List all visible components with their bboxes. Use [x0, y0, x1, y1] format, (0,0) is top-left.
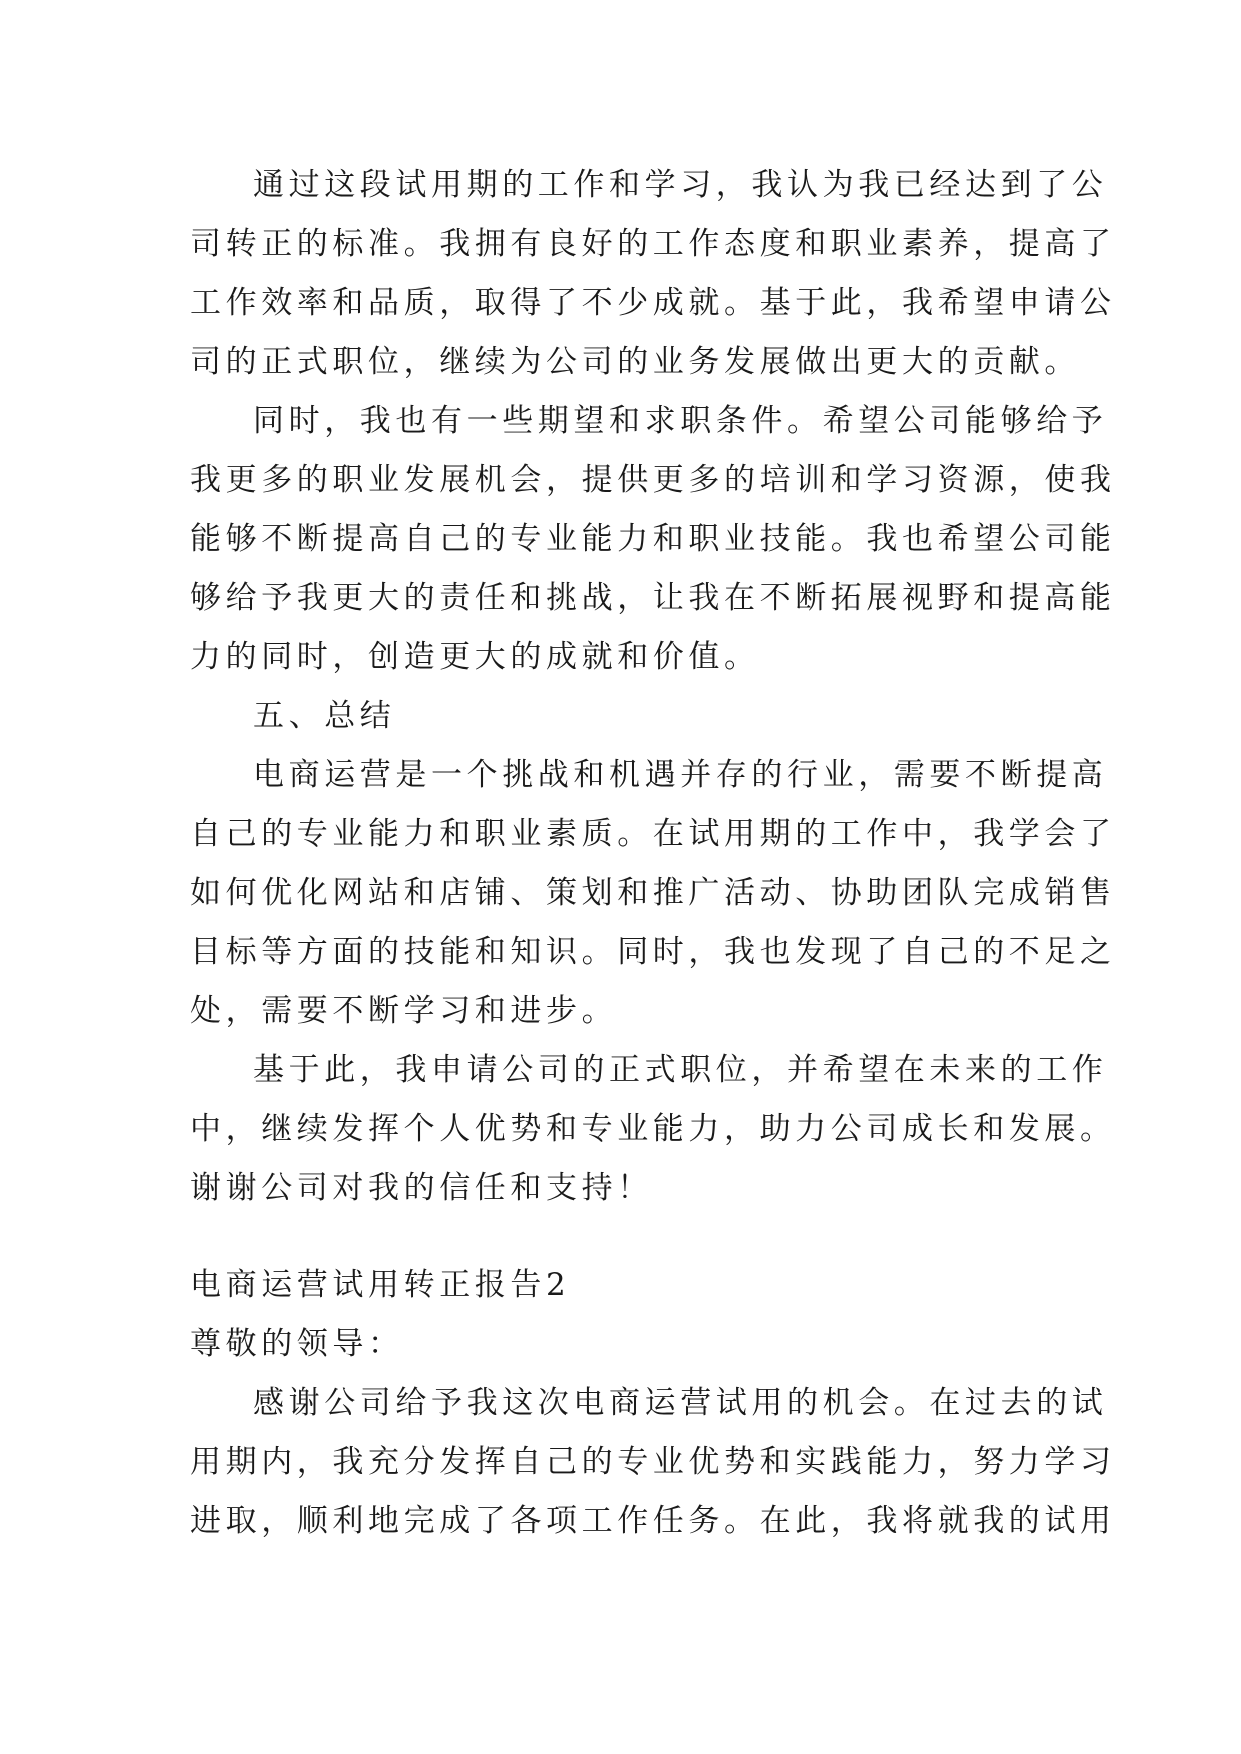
- paragraph-line: 谢谢公司对我的信任和支持！: [190, 1170, 653, 1206]
- paragraph-line: 感谢公司给予我这次电商运营试用的机会。在过去的试: [253, 1385, 1108, 1421]
- paragraph-line: 通过这段试用期的工作和学习，我认为我已经达到了公: [253, 167, 1108, 203]
- paragraph-line: 力的同时，创造更大的成就和价值。: [190, 639, 760, 675]
- paragraph-line: 如何优化网站和店铺、策划和推广活动、协助团队完成销售: [190, 875, 1116, 911]
- paragraph-line: 处，需要不断学习和进步。: [190, 993, 618, 1029]
- paragraph-line: 目标等方面的技能和知识。同时，我也发现了自己的不足之: [190, 934, 1116, 970]
- salutation: 尊敬的领导：: [190, 1326, 404, 1362]
- paragraph-line: 同时，我也有一些期望和求职条件。希望公司能够给予: [253, 403, 1108, 439]
- paragraph-line: 工作效率和品质，取得了不少成就。基于此，我希望申请公: [190, 285, 1116, 321]
- paragraph-line: 能够不断提高自己的专业能力和职业技能。我也希望公司能: [190, 521, 1116, 557]
- paragraph-line: 进取，顺利地完成了各项工作任务。在此，我将就我的试用: [190, 1503, 1116, 1539]
- section-heading: 五、总结: [253, 698, 396, 734]
- paragraph-line: 司的正式职位，继续为公司的业务发展做出更大的贡献。: [190, 344, 1080, 380]
- paragraph-line: 基于此，我申请公司的正式职位，并希望在未来的工作: [253, 1052, 1108, 1088]
- paragraph-line: 中，继续发挥个人优势和专业能力，助力公司成长和发展。: [190, 1111, 1116, 1147]
- document-title: 电商运营试用转正报告2: [190, 1267, 571, 1303]
- paragraph-line: 用期内，我充分发挥自己的专业优势和实践能力，努力学习: [190, 1444, 1116, 1480]
- paragraph-line: 我更多的职业发展机会，提供更多的培训和学习资源，使我: [190, 462, 1116, 498]
- paragraph-line: 够给予我更大的责任和挑战，让我在不断拓展视野和提高能: [190, 580, 1116, 616]
- paragraph-line: 司转正的标准。我拥有良好的工作态度和职业素养，提高了: [190, 226, 1116, 262]
- paragraph-line: 电商运营是一个挑战和机遇并存的行业，需要不断提高: [253, 757, 1108, 793]
- paragraph-line: 自己的专业能力和职业素质。在试用期的工作中，我学会了: [190, 816, 1116, 852]
